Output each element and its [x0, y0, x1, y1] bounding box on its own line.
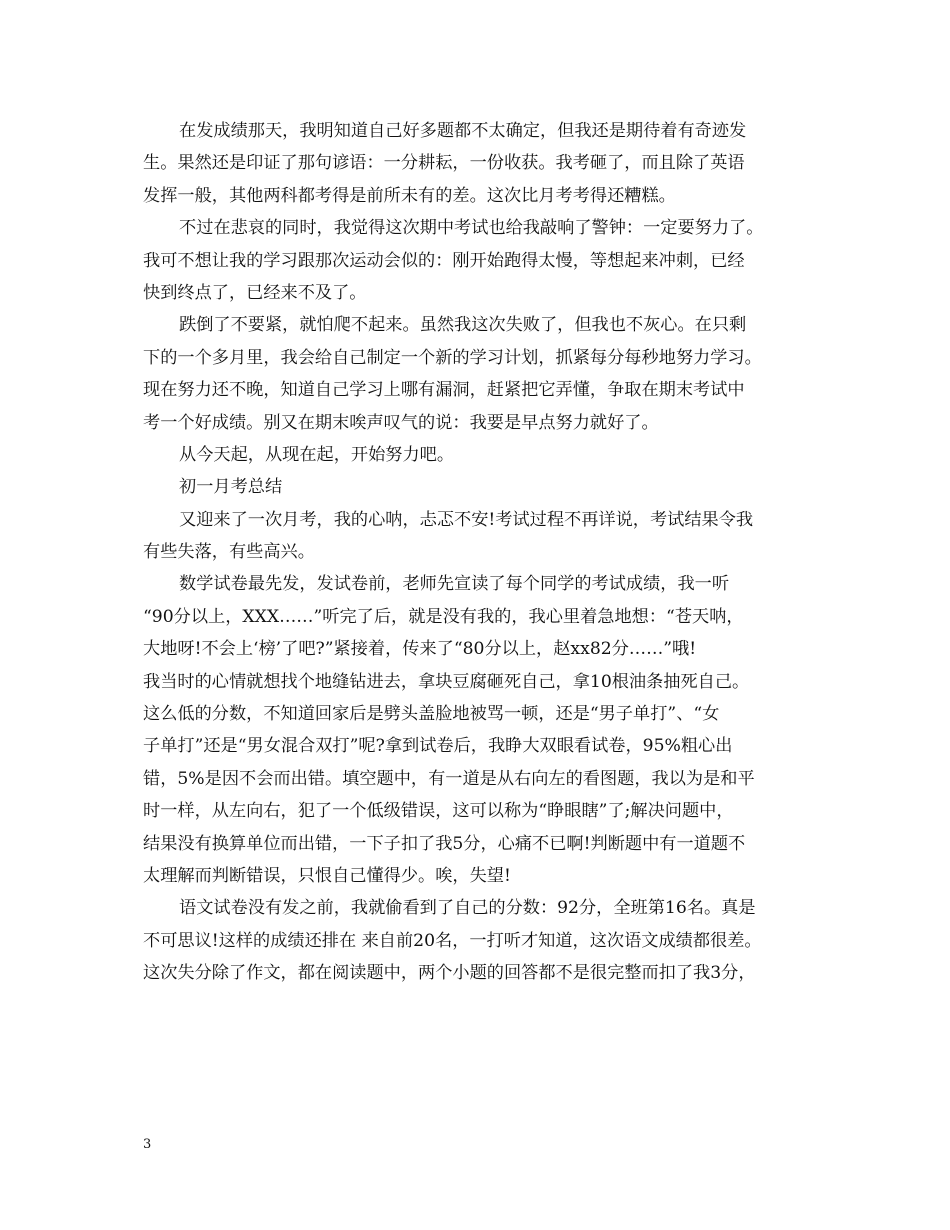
text-line: 考一个好成绩。别又在期末唉声叹气的说：我要是早点努力就好了。: [143, 412, 659, 433]
text-line: 有些失落，有些高兴。: [143, 542, 315, 563]
text-line: 时一样，从左向右，犯了一个低级错误，这可以称为“睁眼瞎”了;解决问题中，: [143, 801, 734, 822]
text-line: 跌倒了不要紧，就怕爬不起来。虽然我这次失败了，但我也不灰心。在只剩: [179, 315, 747, 336]
text-line: 结果没有换算单位而出错，一下子扣了我5分，心痛不已啊!判断题中有一道题不: [143, 833, 746, 854]
text-line: 在发成绩那天，我明知道自己好多题都不太确定，但我还是期待着有奇迹发: [179, 121, 747, 141]
text-line: 又迎来了一次月考，我的心呐，忐忑不安!考试过程不再详说，考试结果令我: [179, 509, 754, 530]
text-line: 不过在悲哀的同时，我觉得这次期中考试也给我敲响了警钟：一定要努力了。: [179, 218, 764, 239]
text-line: “90分以上，XXX……”听完了后，就是没有我的，我心里着急地想：“苍天呐，: [143, 606, 744, 627]
text-line: 这么低的分数，不知道回家后是劈头盖脸地被骂一顿，还是“男子单打”、“女: [143, 704, 720, 725]
text-line: 初一月考总结: [179, 477, 283, 498]
text-line: 下的一个多月里，我会给自己制定一个新的学习计划，抓紧每分每秒地努力学习。: [143, 347, 762, 368]
text-line: 我当时的心情就想找个地缝钻进去，拿块豆腐砸死自己，拿10根油条抽死自己。: [143, 671, 750, 692]
text-line: 不可思议!这样的成绩还排在 来自前20名，一打听才知道，这次语文成绩都很差。: [143, 930, 762, 951]
text-line: 子单打”还是“男女混合双打”呢?拿到试卷后，我睁大双眼看试卷，95%粗心出: [143, 736, 733, 757]
text-line: 语文试卷没有发之前，我就偷看到了自己的分数：92分，全班第16名。真是: [179, 898, 756, 919]
body-text: [143, 115, 808, 990]
page-number: 3: [143, 1137, 152, 1152]
text-line: 太理解而判断错误，只恨自己懂得少。唉，失望!: [143, 865, 511, 886]
text-line: 现在努力还不晚，知道自己学习上哪有漏洞，赶紧把它弄懂，争取在期末考试中: [143, 380, 745, 401]
text-line: 大地呀!不会上‘榜’了吧?”紧接着，传来了“80分以上，赵xx82分……”哦!: [143, 639, 697, 660]
text-line: 我可不想让我的学习跟那次运动会似的：刚开始跑得太慢，等想起来冲刺，已经: [143, 250, 745, 271]
text-line: 这次失分除了作文，都在阅读题中，两个小题的回答都不是很完整而扣了我3分，: [143, 963, 756, 984]
text-line: 错，5%是因不会而出错。填空题中，有一道是从右向左的看图题，我以为是和平: [143, 768, 755, 789]
text-line: 生。果然还是印证了那句谚语：一分耕耘，一份收获。我考砸了，而且除了英语: [143, 153, 745, 174]
text-line: 发挥一般，其他两科都考得是前所未有的差。这次比月考考得还糟糕。: [143, 185, 676, 206]
text-line: 数学试卷最先发，发试卷前，老师先宣读了每个同学的考试成绩，我一听: [179, 574, 730, 595]
text-line: 从今天起，从现在起，开始努力吧。: [179, 444, 455, 465]
text-line: 快到终点了，已经来不及了。: [143, 282, 367, 303]
